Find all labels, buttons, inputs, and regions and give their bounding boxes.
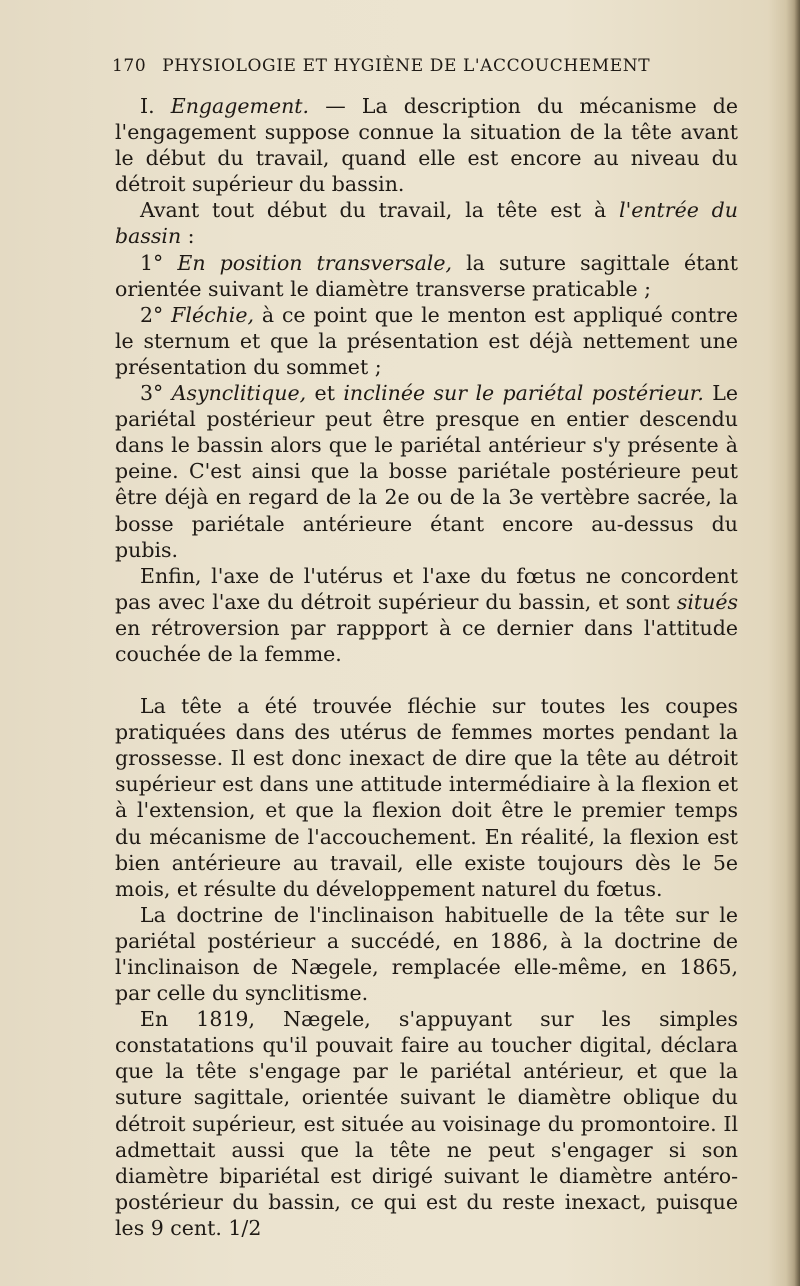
paragraph-naegele: En 1819, Nægele, s'appuyant sur les simples constatations qu'il pouvait faire au toucher digital, déclara que la tête s'engage par le pariétal antérieur, et que la suture sagittale, orientée suivant le diamètre oblique du détroit supérieur, est située au voisinage du promontoire. Il admettait aussi que la tête ne peut s'engager si son diamètre bipariétal est dirigé suivant le diamètre antéro-postérieur du bassin, ce qui est du reste inexact, puisque les 9 cent. 1/2 [115,1007,738,1240]
emphasis-text: Asynclitique, [171,381,307,406]
running-header [112,56,672,80]
paragraph-engagement [115,93,738,197]
paragraph-flexion: La tête a été trouvée fléchie sur toutes les coupes pratiquées dans des utérus de femmes mortes pendant la grossesse. Il est donc inexact de dire que la tête au détroit supérieur est dans une attitude intermédiaire à la flexion et à l'extension, et que la flexion doit être le premier temps du mécanisme de l'accouchement. En réalité, la flexion est bien antérieure au travail, elle existe toujours dès le 5e mois, et résulte du développement naturel du fœtus. [115,694,738,901]
page-number: 170 [112,56,147,76]
paragraph-text: : [181,224,195,249]
paragraph-text: la suture sagittale étant orientée suivant le diamètre transverse praticable ; [115,250,739,301]
list-number: 2° [140,302,164,327]
page-edge-shadow [786,0,800,1286]
paragraph-text: Avant tout début du travail, la tête est à [140,198,620,223]
emphasis-text: l'entrée du bassin [115,198,738,249]
list-number: 3° [140,381,164,406]
emphasis-text: inclinée sur le pariétal postérieur. [343,381,704,406]
paragraph-axes [115,563,738,667]
paragraph-doctrine: La doctrine de l'inclinaison habituelle de la tête sur le pariétal postérieur a succédé, en 1886, à la doctrine de l'inclinaison de Nægele, remplacée elle-même, en 1865, par celle du synclitisme. [115,902,738,1006]
list-item-3 [115,380,738,563]
paragraph-text: en rétroversion par rappport à ce dernier dans l'attitude couchée de la femme. [115,615,738,666]
paragraph-text: Le pariétal postérieur peut être presque en entier descendu dans le bassin alors que le pariétal antérieur s'y présente à peine. C'est ainsi que la bosse pariétale postérieure peut être déjà en regard de la 2e ou de la 3e vertèbre sacrée, la bosse pariétale antérieure étant encore au-dessus du pubis. [115,381,738,562]
emphasis-text: En position transversale, [177,250,453,275]
emphasis-text: situés [676,589,738,614]
emphasis-text: Fléchie, [171,302,254,327]
paragraph-entree [115,197,738,249]
section-title: Engagement. [170,94,310,118]
paragraph-text: — La description du mécanisme de l'engagement suppose connue la situation de la tête avant le début du travail, quand elle est encore au niveau du détroit supérieur du bassin. [115,94,738,197]
section-number: I. [140,94,155,118]
list-item-2 [115,302,738,380]
paragraph-text: et [306,381,344,406]
paragraph-text: à ce point que le menton est appliqué contre le sternum et que la présentation est déjà nettement une présentation du sommet ; [115,302,738,379]
list-number: 1° [140,250,164,275]
body-text [115,93,738,1241]
paragraph-text: Enfin, l'axe de l'utérus et l'axe du fœtus ne concordent pas avec l'axe du détroit supérieur du bassin, et sont [115,563,738,614]
list-item-1 [115,250,738,302]
running-title: PHYSIOLOGIE ET HYGIÈNE DE L'ACCOUCHEMENT [162,56,651,76]
